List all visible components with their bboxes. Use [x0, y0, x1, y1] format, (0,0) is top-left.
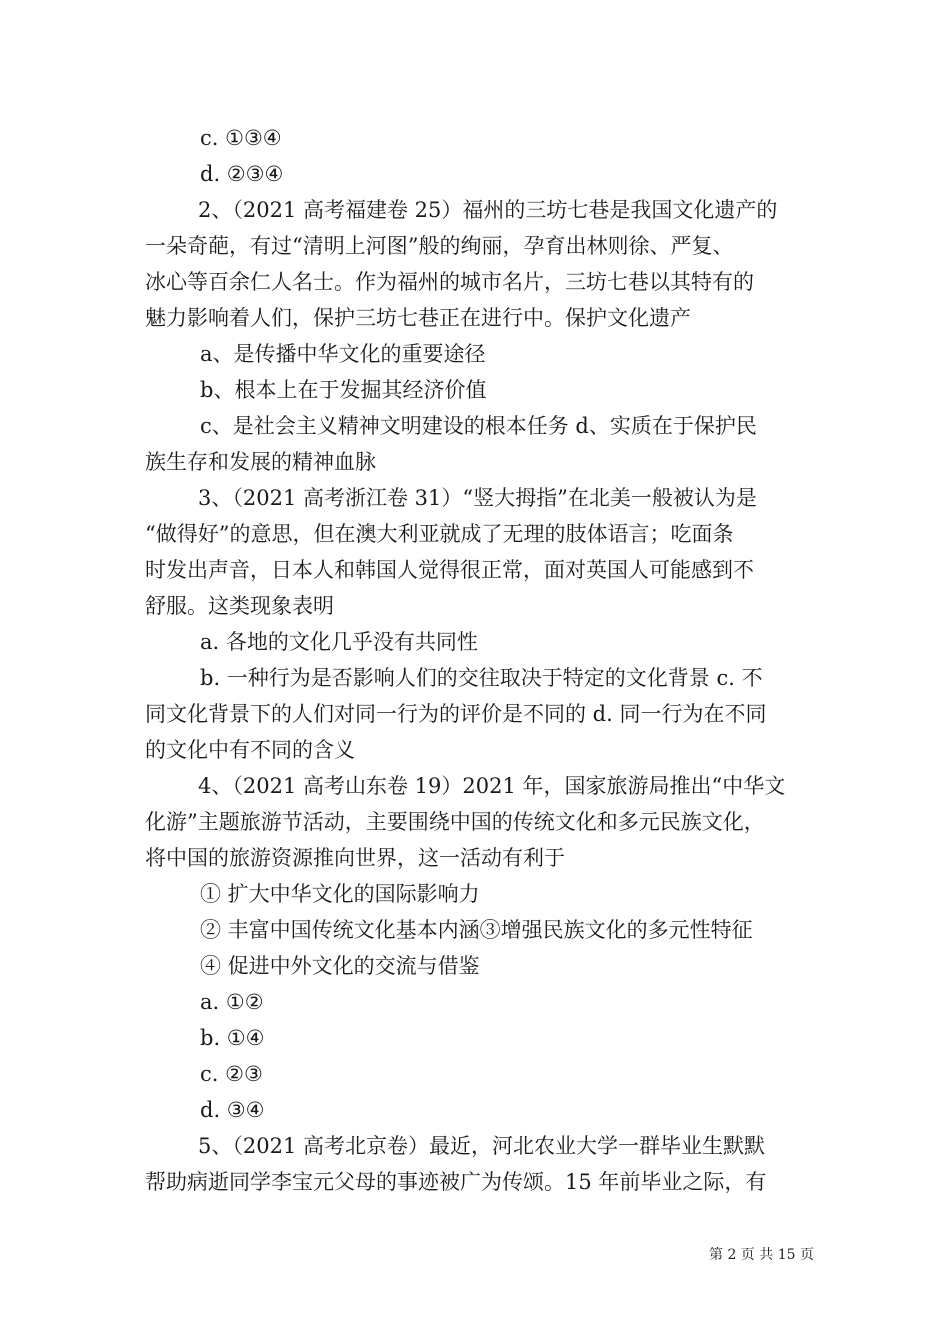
q3-option-bcd-line-2: 同文化背景下的人们对同一行为的评价是不同的 d. 同一行为在不同: [145, 702, 767, 726]
q4-stem-line-2: 化游”主题旅游节活动，主要围绕中国的传统文化和多元民族文化，: [145, 810, 765, 834]
q2-stem-line-2: 一朵奇葩，有过“清明上河图”般的绚丽，孕育出林则徐、严复、: [145, 234, 734, 258]
q1-option-d: d. ②③④: [200, 162, 284, 186]
q2-option-b: b、根本上在于发掘其经济价值: [200, 378, 487, 402]
document-body: [145, 120, 815, 1200]
q4-item-1: ① 扩大中华文化的国际影响力: [200, 882, 480, 906]
q2-stem-line-3: 冰心等百余仁人名士。作为福州的城市名片，三坊七巷以其特有的: [145, 270, 754, 294]
q5-stem-line-1: 5、（2021 高考北京卷）最近，河北农业大学一群毕业生默默: [198, 1134, 765, 1158]
q1-option-c: c. ①③④: [200, 126, 282, 150]
q2-option-a: a、是传播中华文化的重要途径: [200, 342, 486, 366]
q5-stem-line-2: 帮助病逝同学李宝元父母的事迹被广为传颂。15 年前毕业之际，有: [145, 1170, 767, 1194]
q2-stem-line-1: 2、（2021 高考福建卷 25）福州的三坊七巷是我国文化遗产的: [198, 198, 778, 222]
q3-stem-line-4: 舒服。这类现象表明: [145, 594, 334, 618]
q4-item-4: ④ 促进中外文化的交流与借鉴: [200, 954, 480, 978]
q2-option-cd-line-2: 族生存和发展的精神血脉: [145, 450, 376, 474]
q4-stem-line-1: 4、（2021 高考山东卷 19）2021 年，国家旅游局推出“中华文: [198, 774, 786, 798]
q3-stem-line-1: 3、（2021 高考浙江卷 31）“竖大拇指”在北美一般被认为是: [198, 486, 757, 510]
q2-option-cd-line-1: c、是社会主义精神文明建设的根本任务 d、实质在于保护民: [200, 414, 757, 438]
q3-option-a: a. 各地的文化几乎没有共同性: [200, 630, 478, 654]
q3-stem-line-2: “做得好”的意思，但在澳大利亚就成了无理的肢体语言；吃面条: [145, 522, 734, 546]
page-footer: 第 2 页 共 15 页: [709, 1247, 814, 1263]
q4-item-2-3: ② 丰富中国传统文化基本内涵③增强民族文化的多元性特征: [200, 918, 753, 942]
q4-option-d: d. ③④: [200, 1098, 265, 1122]
q4-option-b: b. ①④: [200, 1026, 265, 1050]
q4-stem-line-3: 将中国的旅游资源推向世界，这一活动有利于: [145, 846, 565, 870]
q3-option-bcd-line-3: 的文化中有不同的含义: [145, 738, 355, 762]
q2-stem-line-4: 魅力影响着人们，保护三坊七巷正在进行中。保护文化遗产: [145, 306, 691, 330]
q4-option-c: c. ②③: [200, 1062, 263, 1086]
q4-option-a: a. ①②: [200, 990, 264, 1014]
q3-stem-line-3: 时发出声音，日本人和韩国人觉得很正常，面对英国人可能感到不: [145, 558, 754, 582]
q3-option-bcd-line-1: b. 一种行为是否影响人们的交往取决于特定的文化背景 c. 不: [200, 666, 763, 690]
